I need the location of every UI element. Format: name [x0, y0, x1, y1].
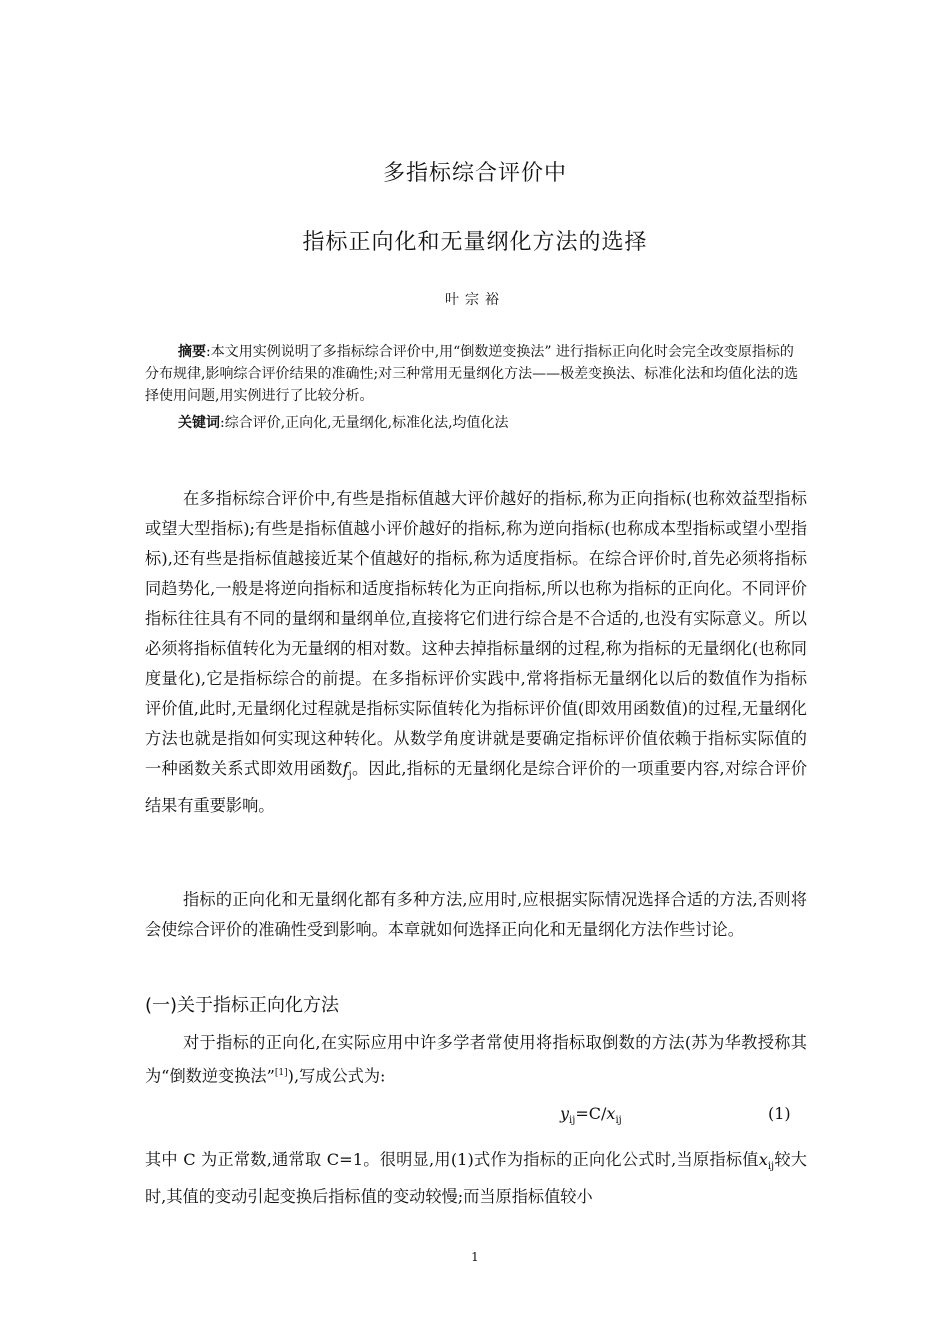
- formula-y-sub: ij: [569, 1115, 576, 1127]
- paragraph-3-text: 对于指标的正向化,在实际应用中许多学者常使用将指标取倒数的方法(苏为华教授称其为“倒数逆变换法”: [145, 1033, 807, 1086]
- paragraph-3-end: ),写成公式为:: [287, 1066, 386, 1086]
- paragraph-2: 指标的正向化和无量纲化都有多种方法,应用时,应根据实际情况选择合适的方法,否则将会使综合评价的准确性受到影响。本章就如何选择正向化和无量纲化方法作些讨论。: [145, 890, 807, 939]
- paragraph-1-end: 。因此,指标的无量纲化是综合评价的一项重要内容,对综合评价结果有重要影响。: [145, 759, 808, 816]
- utility-function-subscript: j: [348, 770, 352, 782]
- formula: [560, 1104, 622, 1126]
- abstract-label: 摘要: [178, 344, 206, 360]
- keywords-text: :综合评价,正向化,无量纲化,标准化法,均值化法: [220, 415, 509, 431]
- title-line-2: 指标正向化和无量纲化方法的选择: [302, 230, 648, 255]
- keywords: [145, 412, 807, 434]
- utility-function-symbol: f: [342, 759, 349, 778]
- section-heading: (一)关于指标正向化方法: [145, 995, 340, 1016]
- paragraph-1: [145, 484, 807, 821]
- formula-x-sub: ij: [615, 1115, 622, 1127]
- paragraph-1-text: 在多指标综合评价中,有些是指标值越大评价越好的指标,称为正向指标(也称效益型指标或望大型指标);有些是指标值越小评价越好的指标,称为逆向指标(也称成本型指标或望小型指标),还有些是指标值越接近某个值越好的指标,称为适度指标。在综合评价时,首先必须将指标同趋势化,一般是将逆向指标和适度指标转化为正向指标,所以也称为指标的正向化。不同评价指标往往具有不同的量纲和量纲单位,直接将它们进行综合是不合适的,也没有实际意义。所以必须将指标值转化为无量纲的相对数。这种去掉指标量纲的过程,称为指标的无量纲化(也称同度量化),它是指标综合的前提。在多指标评价实践中,常将指标无量纲化以后的数值作为指标评价值,此时,无量纲化过程就是指标实际值转化为指标评价值(即效用函数值)的过程,无量纲化方法也就是指如何实现这种转化。从数学角度讲就是要确定指标评价值依赖于指标实际值的一种函数关系式即效用函数: [145, 489, 807, 778]
- author: 叶宗裕: [445, 292, 505, 308]
- keywords-label: 关键词: [178, 415, 220, 431]
- paragraph-4-x: x: [758, 1150, 768, 1169]
- paragraph-4-x-sub: ij: [767, 1161, 775, 1173]
- formula-x: x: [606, 1104, 616, 1123]
- abstract: [145, 341, 807, 407]
- formula-number: (1): [768, 1104, 791, 1123]
- page-number: 1: [471, 1250, 479, 1264]
- paragraph-4-text: 其中 C 为正常数,通常取 C=1。很明显,用(1)式作为指标的正向化公式时,当原指标值: [145, 1150, 759, 1169]
- paragraph-3: [145, 1028, 807, 1091]
- abstract-text: :本文用实例说明了多指标综合评价中,用“倒数逆变换法” 进行指标正向化时会完全改变原指标的分布规律,影响综合评价结果的准确性;对三种常用无量纲化方法——极差变换法、标准化法和均值化法的选择使用问题,用实例进行了比较分析。: [145, 344, 799, 404]
- formula-y: y: [560, 1104, 570, 1123]
- paragraph-4: [145, 1145, 807, 1212]
- paragraph-4-end: 较大时,其值的变动引起变换后指标值的变动较慢;而当原指标值较小: [145, 1150, 807, 1207]
- title-line-1: 多指标综合评价中: [382, 161, 567, 186]
- citation-ref: [1]: [274, 1068, 288, 1078]
- formula-mid: =C/: [575, 1104, 607, 1123]
